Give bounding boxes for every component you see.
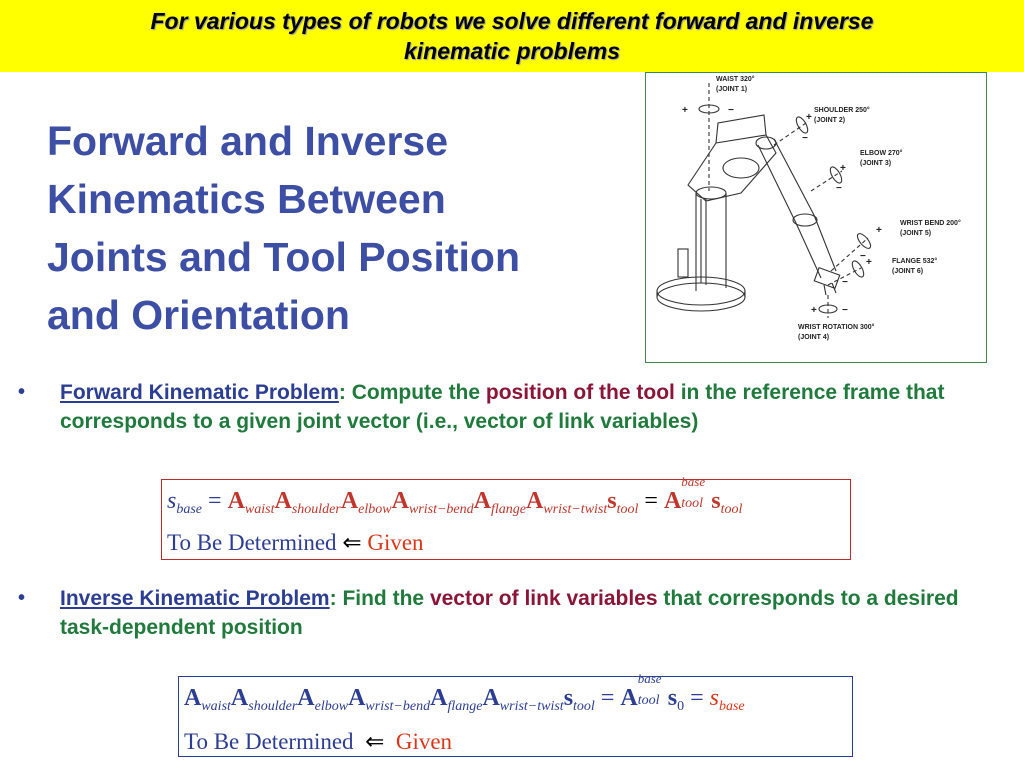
- eq-sub-tool-2: tool: [681, 496, 704, 511]
- inverse-equation-box: [178, 671, 853, 757]
- eq-sub-shoulder: shoulder: [291, 502, 341, 517]
- eq-base-sub: base: [718, 699, 745, 714]
- label-wrist-bend: WRIST BEND 200°: [900, 220, 961, 227]
- svg-text:−: −: [836, 183, 842, 194]
- svg-text:−: −: [728, 105, 734, 116]
- text-a: Compute the: [345, 381, 486, 404]
- eq-s-base: s: [167, 488, 177, 514]
- eq-s-tool: s: [563, 685, 574, 711]
- eq-sub-wristtwist: wrist−twist: [499, 699, 564, 714]
- term-inverse-kinematic-problem: Inverse Kinematic Problem: [60, 587, 330, 610]
- eq-A-wristbend: A: [348, 685, 366, 711]
- eq-sub-zero: 0: [677, 699, 685, 714]
- robot-arm-drawing: [646, 73, 986, 362]
- svg-text:+: +: [682, 105, 688, 116]
- eq-sub-tool: tool: [573, 699, 595, 714]
- title-line-3: Joints and Tool Position: [47, 234, 521, 280]
- eq-base-sub: base: [176, 502, 203, 517]
- eq-A-wristtwist: A: [482, 685, 500, 711]
- forward-equation: [167, 474, 743, 518]
- eq-equals: =: [594, 685, 621, 711]
- given: Given: [367, 530, 424, 555]
- term-forward-kinematic-problem: Forward Kinematic Problem: [60, 381, 339, 404]
- eq-A-elbow: A: [340, 488, 359, 514]
- label-wrist-rotation-joint: (JOINT 4): [798, 334, 830, 341]
- eq-s-base: s: [709, 685, 719, 711]
- label-shoulder-joint: (JOINT 2): [814, 117, 846, 124]
- title-line-2: Kinematics Between: [47, 176, 446, 222]
- bullet-text: [60, 378, 980, 436]
- title-line-4: and Orientation: [47, 292, 350, 338]
- to-be-determined: To Be Determined: [184, 729, 354, 754]
- text-a: Find the: [336, 587, 430, 610]
- eq-s0: s: [667, 685, 678, 711]
- eq-A-elbow: A: [297, 685, 315, 711]
- svg-text:+: +: [806, 112, 812, 123]
- eq-sup-base: base: [637, 671, 662, 686]
- bullet-marker: •: [18, 381, 26, 403]
- inverse-equation: [184, 671, 745, 715]
- left-arrow: ⇐: [353, 729, 396, 754]
- label-waist: WAIST 320°: [716, 76, 755, 83]
- eq-sub-waist: waist: [244, 502, 275, 517]
- eq-sub-wristbend: wrist−bend: [408, 502, 474, 517]
- eq-equals-2: =: [684, 685, 710, 711]
- svg-text:+: +: [811, 305, 817, 316]
- label-flange-joint: (JOINT 6): [892, 268, 924, 275]
- eq-A-shoulder: A: [274, 488, 292, 514]
- eq-sub-flange: flange: [447, 699, 483, 714]
- eq-sup-base: base: [681, 474, 706, 489]
- eq-equals-2: =: [638, 488, 664, 514]
- slide-title: [47, 112, 627, 344]
- eq-tool-base-scripts: [681, 474, 711, 511]
- text-b: in the reference frame that corresponds to a given joint vector (i.e., vector of link variables): [60, 381, 945, 433]
- eq-A-tool-base: A: [663, 488, 682, 514]
- to-be-determined: To Be Determined: [167, 530, 337, 555]
- eq-A-flange: A: [430, 685, 448, 711]
- eq-sub-shoulder: shoulder: [248, 699, 298, 714]
- svg-text:−: −: [860, 251, 866, 262]
- banner-line-2: kinematic problems: [403, 38, 621, 64]
- highlight-position-of-tool: position of the tool: [485, 381, 675, 404]
- left-arrow: ⇐: [336, 530, 368, 555]
- eq-sub-elbow: elbow: [314, 699, 349, 714]
- label-shoulder: SHOULDER 250°: [814, 107, 870, 114]
- eq-s-tool: s: [607, 488, 617, 514]
- given: Given: [395, 729, 453, 754]
- label-waist-joint: (JOINT 1): [716, 86, 748, 93]
- colon: :: [329, 587, 337, 610]
- label-elbow: ELBOW 270°: [860, 150, 903, 157]
- top-banner: [0, 0, 1024, 72]
- eq-sub-tool: tool: [616, 502, 639, 517]
- eq-sub-waist: waist: [201, 699, 231, 714]
- eq-A-shoulder: A: [230, 685, 249, 711]
- eq-A-tool-base: A: [620, 685, 638, 711]
- forward-equation-box: [161, 474, 851, 560]
- title-line-1: Forward and Inverse: [47, 118, 449, 164]
- eq-sub-tool-2: tool: [637, 693, 660, 708]
- label-wrist-rotation: WRIST ROTATION 300°: [798, 324, 875, 331]
- svg-text:+: +: [866, 257, 872, 268]
- label-flange: FLANGE 532°: [892, 258, 938, 265]
- eq-sub-tool-3: tool: [720, 502, 743, 517]
- inverse-equation-caption: [184, 729, 452, 755]
- eq-A-waist: A: [227, 488, 245, 514]
- svg-text:−: −: [802, 133, 808, 144]
- eq-s-tool-2: s: [711, 488, 721, 514]
- eq-sub-elbow: elbow: [358, 502, 392, 517]
- bullet-text: [60, 584, 980, 642]
- label-elbow-joint: (JOINT 3): [860, 160, 892, 167]
- text-b: that corresponds to a desired task-dependent position: [60, 587, 959, 639]
- eq-A-wristtwist: A: [526, 488, 544, 514]
- svg-text:+: +: [840, 163, 846, 174]
- eq-equals: =: [202, 488, 228, 514]
- eq-tool-base-scripts: [637, 671, 668, 708]
- eq-sub-wristtwist: wrist−twist: [543, 502, 608, 517]
- eq-A-waist: A: [184, 685, 202, 711]
- robot-arm-figure: [645, 72, 987, 363]
- forward-equation-caption: [167, 530, 424, 556]
- bullet-marker: •: [18, 587, 26, 609]
- eq-A-wristbend: A: [391, 488, 409, 514]
- colon: :: [338, 381, 346, 404]
- eq-sub-flange: flange: [491, 502, 526, 517]
- banner-line-1: For various types of robots we solve different forward and inverse: [150, 8, 874, 34]
- svg-text:−: −: [842, 277, 848, 288]
- highlight-vector-of-link-variables: vector of link variables: [429, 587, 658, 610]
- svg-text:−: −: [842, 305, 848, 316]
- svg-text:+: +: [876, 225, 882, 236]
- eq-A-flange: A: [473, 488, 491, 514]
- label-wrist-bend-joint: (JOINT 5): [900, 230, 932, 237]
- eq-sub-wristbend: wrist−bend: [365, 699, 431, 714]
